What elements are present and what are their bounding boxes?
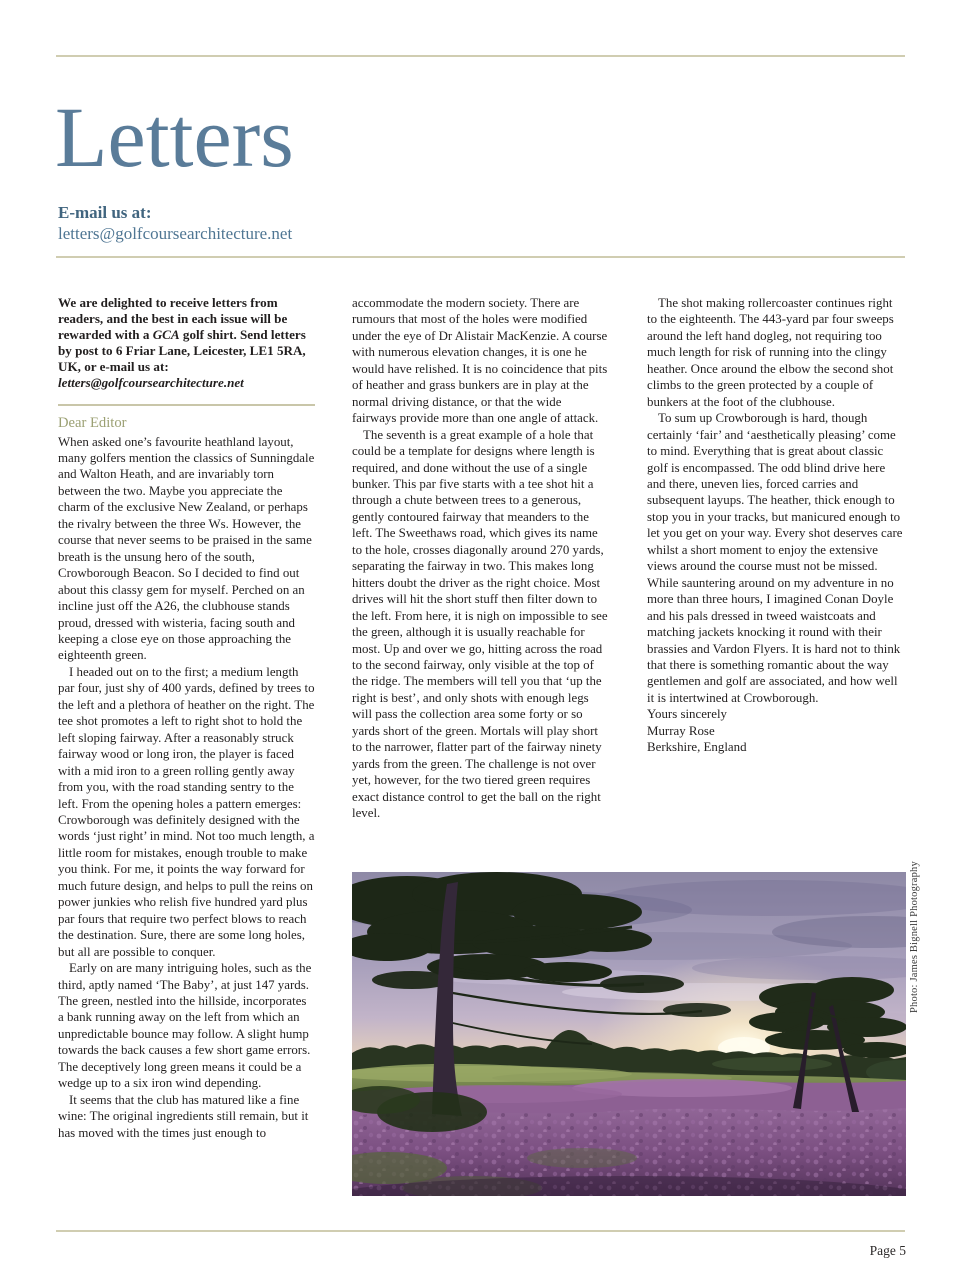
intro-paragraph: [58, 295, 315, 392]
letter-paragraph: To sum up Crowborough is hard, though certainly ‘fair’ and ‘aesthetically pleasing’ come to mind. Everything that is great about classic golf is encompassed. The odd blind drive here and there, uneven lies, forced carries and subsequent layups. The heather, thick enough to stop you in your tracks, but manicured enough to let you get on your way. Every shot deserves care whilst a short moment to enjoy the extensive views around the course must not be missed. While sauntering around on my adventure in no more than three hours, I imagined Conan Doyle and his pals dressed in tweed waistcoats and matching jackets knocking it round with their brassies and Vardon Flyers. It is hard not to think that there is something romantic about the way gentlemen and golf are associated, and how well it is intertwined at Crowborough.: [647, 411, 903, 705]
letter-salutation: Dear Editor: [58, 414, 127, 431]
column-1: [58, 295, 315, 1141]
top-divider: [56, 55, 905, 57]
masthead-divider: [56, 256, 905, 258]
signature-block: [647, 723, 905, 756]
intro-divider: [58, 404, 315, 406]
signature-name: Murray Rose: [647, 723, 715, 738]
signature-location: Berkshire, England: [647, 740, 747, 755]
letter-paragraph: The seventh is a great example of a hole that could be a template for designs where length is required, and done without the use of a single bunker. This par five starts with a tee shot hit a through a chute between trees to a generous, gently contoured fairway that meanders to the left. The Sweethaws road, which gives its name to the hole, crosses diagonally around 270 yards, separating the fairway in two. This makes long hitters doubt the driver as the right choice. Most drives will hit the short stuff then filter down to the left. From here, it is nigh on impossible to see the green, although it is usually reachable for most. Up and over we go, hitting across the road to the second fairway, only visible at the top of the ridge. The members will tell you that ‘up the right is best’, and only shots with enough legs will pass the collection area some forty or so yards short of the green. Mortals will play short to the narrower, flatter part of the fairway ninety yards from the green. The challenge is not over yet, however, for the two tiered green requires exact distance control to get the ball on the right level.: [352, 427, 608, 821]
email-address: letters@golfcoursearchitecture.net: [58, 224, 293, 243]
letter-closing: Yours sincerely: [647, 707, 727, 722]
letter-paragraph: It seems that the club has matured like a fine wine: The original ingredients still remain, but it has moved with the times just enough to: [58, 1092, 309, 1140]
gca-magazine-name: GCA: [152, 327, 180, 343]
intro-text: golf shirt. Send letters by post to 6 Friar Lane, Leicester, LE1 5RA, UK, or e-mail us at:: [58, 327, 306, 375]
contact-block: [58, 202, 292, 244]
letter-paragraph: When asked one’s favourite heathland layout, many golfers mention the classics of Sunningdale and Walton Heath, and are invariably torn between the two. Maybe you appreciate the charm of the exclusive New Zealand, or perhaps the rivalry between the three Ws. However, the course that never seems to be praised in the same breath is the unsung hero of the south, Crowborough Beacon. So I decided to find out about this classy gem for myself. Perched on an incline just off the A26, the clubhouse stands proud, dressed with wisteria, facing south and keeping a close eye on those approaching the eighteenth green.: [58, 434, 315, 663]
letter-paragraph: I headed out on to the first; a medium length par four, just shy of 400 yards, defined by trees to the left and a plethora of heather on the right. The tee shot promotes a left to right shot to hold the left sloping fairway. After a reasonably struck fairway wood or long iron, the player is faced with a mid iron to a green rolling gently away from you, with the road standing sentry to the left. From the opening holes a pattern emerges: Crowborough was definitely designed with the words ‘just right’ in mind. Not too much length, a little room for mistakes, enough trouble to make you think. For me, it points the way forward for much future design, and helps to pull the reins on power junkies who relish five hundred yard plus par fours that require two perfect blows to reach the destination. Sure, there are some long holes, but all are possible to conquer.: [58, 664, 315, 959]
page-number: Page 5: [869, 1243, 906, 1258]
email-heading: E-mail us at:: [58, 203, 152, 222]
footer-divider: [56, 1230, 905, 1232]
letter-paragraph: Early on are many intriguing holes, such as the third, aptly named ‘The Baby’, at just 147 yards. The green, nestled into the hillside, incorporates a bank running away on the left from which an unpredictable bounce may follow. A slight hump towards the back causes a few short game errors. The deceptively long green means it could be a wedge up to a six iron wind depending.: [58, 961, 312, 1091]
letter-paragraph: The shot making rollercoaster continues right to the eighteenth. The 443-yard par four sweeps around the left hand dogleg, not requiring too much length for risk of running into the clingy heather. Once around the elbow the second shot climbs to the green protected by a couple of bunkers at the foot of the clubhouse.: [647, 296, 894, 409]
letter-paragraph: accommodate the modern society. There are rumours that most of the holes were modified under the eye of Dr Alistair MacKenzie. A course with numerous elevation changes, it is one he would have relished. It is no coincidence that pits of heather and grass bunkers are in play at the normal driving distance, or that the wide fairways provide more than one angle of attack.: [352, 296, 608, 426]
heathland-sunset-photo: [352, 872, 906, 1196]
photo-credit: Photo: James Bignell Photography: [909, 861, 920, 1013]
intro-text: We are delighted to receive letters from readers, and the best in each issue will be rewarded with a: [58, 295, 288, 343]
page-title: Letters: [55, 89, 294, 185]
intro-email: letters@golfcoursearchitecture.net: [58, 375, 244, 391]
